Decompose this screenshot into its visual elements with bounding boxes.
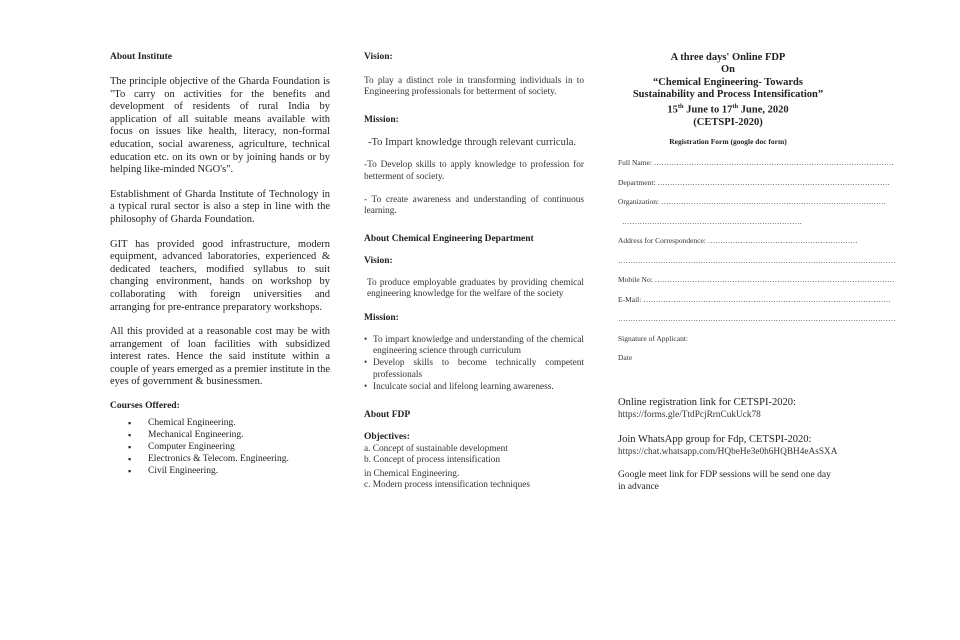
registration-column bbox=[618, 52, 896, 505]
field-organization: Organization: ……………………………………………………………………………… bbox=[618, 197, 886, 207]
course-item: ▪ Computer Engineering bbox=[128, 441, 330, 453]
title-code: (CETSPI-2020) bbox=[693, 116, 763, 128]
objective-item: c. Modern process intensification techniques bbox=[364, 480, 531, 491]
title-line-2: On bbox=[720, 64, 735, 76]
field-address-cont: ………………………………………………………………………………………………… bbox=[618, 255, 896, 265]
field-department: Department: ………………………………………………………………………………… bbox=[618, 177, 890, 187]
about-paragraph-3: GIT has provided good infrastructure, modern equipment, advanced laboratories, experienced & dedicated teachers, modified syllabus to suit changing environment, hands on workshop by collaborating with foreign universities and arranging for pre-entrance preparatory workshops. bbox=[110, 238, 330, 313]
vision-mission-column bbox=[364, 52, 584, 492]
whatsapp-group bbox=[618, 434, 838, 459]
objectives-heading: Objectives: bbox=[364, 431, 410, 442]
whatsapp-label: Join WhatsApp group for Fdp, CETSPI-2020: bbox=[618, 433, 812, 445]
online-registration bbox=[618, 397, 838, 422]
objective-item: in Chemical Engineering. bbox=[364, 468, 460, 479]
about-institute-heading: About Institute bbox=[110, 52, 173, 62]
field-signature: Signature of Applicant: bbox=[618, 333, 688, 343]
date-end-suffix: th bbox=[732, 103, 739, 111]
mission-heading: Mission: bbox=[364, 114, 399, 125]
mission-item: -To Impart knowledge through relevant curricula. bbox=[368, 136, 577, 148]
date-end: June, 2020 bbox=[738, 104, 789, 116]
dept-mission-item: • To impart knowledge and understanding of the chemical engineering science through curriculum bbox=[364, 335, 584, 358]
about-paragraph-2: Establishment of Gharda Institute of Technology in a typical rural sector is also a step in line with the philosophy of Gharda Foundation. bbox=[110, 188, 330, 225]
courses-list bbox=[110, 417, 330, 477]
course-item: ▪ Mechanical Engineering. bbox=[128, 429, 330, 441]
field-mobile: Mobile No: …………………………………………………………………………………… bbox=[618, 275, 895, 285]
dept-mission-heading: Mission: bbox=[364, 312, 399, 323]
meet-note: Google meet link for FDP sessions will be send one day in advance bbox=[618, 470, 831, 492]
registration-heading: Registration Form (google doc form) bbox=[669, 137, 787, 147]
mission-item: -To Develop skills to apply knowledge to profession for betterment of society. bbox=[364, 160, 584, 182]
whatsapp-link[interactable]: https://chat.whatsapp.com/HQbeHe3e0h6HQBH4eAsSXA bbox=[618, 447, 838, 457]
objective-item: a. Concept of sustainable development bbox=[364, 443, 508, 454]
mission-item: - To create awareness and understanding of continuous learning. bbox=[364, 195, 584, 217]
fdp-heading: About FDP bbox=[364, 409, 411, 420]
field-date: Date bbox=[618, 353, 633, 363]
course-item: ▪ Chemical Engineering. bbox=[128, 417, 330, 429]
field-address: Address for Correspondence: …………………………………………………… bbox=[618, 236, 858, 246]
dept-vision-heading: Vision: bbox=[364, 255, 393, 266]
field-full-name: Full Name: …………………………………………………………………………………… bbox=[618, 158, 894, 168]
course-item: ▪ Electronics & Telecom. Engineering. bbox=[128, 453, 330, 465]
title-dates bbox=[618, 101, 838, 117]
date-start-day: 15 bbox=[667, 104, 678, 116]
title-line-4: Sustainability and Process Intensification” bbox=[632, 88, 824, 100]
online-registration-link[interactable]: https://forms.gle/TtdPcjRrnCukUck78 bbox=[618, 410, 761, 421]
vision-heading: Vision: bbox=[364, 52, 393, 62]
date-start-suffix: th bbox=[677, 103, 684, 111]
field-email: E-Mail: ……………………………………………………………………………………… bbox=[618, 294, 891, 304]
about-paragraph-1: The principle objective of the Gharda Foundation is "To carry on activities for the benefits and development of residents of rural India by application of all suitable means available with focus on issues like health, literacy, non-formal education, social awareness, agriculture, technical education etc. on its own or by joining hands or by helping like-minded NGO's". bbox=[110, 76, 330, 176]
field-organization-cont: ……………………………………………………………… bbox=[622, 216, 802, 226]
dept-mission-list bbox=[364, 335, 584, 394]
about-institute-column bbox=[110, 52, 330, 477]
objective-item: b. Concept of process intensification bbox=[364, 455, 501, 466]
date-mid: June to 17 bbox=[683, 104, 733, 116]
course-item: ▪ Civil Engineering. bbox=[128, 465, 330, 477]
online-registration-label: Online registration link for CETSPI-2020: bbox=[618, 396, 796, 408]
vision-text: To play a distinct role in transforming individuals in to Engineering professionals for betterment of society. bbox=[364, 76, 584, 98]
title-line-1: A three days' Online FDP bbox=[670, 52, 786, 63]
about-paragraph-4: All this provided at a reasonable cost may be with arrangement of loan facilities with subsidized interest rates. Hence the said institute within a couple of years emerged as a premier institute in the eyes of government & businessmen. bbox=[110, 326, 330, 388]
courses-heading: Courses Offered: bbox=[110, 401, 180, 412]
title-line-3: “Chemical Engineering- Towards bbox=[653, 76, 803, 88]
field-email-cont: ………………………………………………………………………………………………… bbox=[618, 314, 896, 324]
fdp-title bbox=[618, 52, 838, 129]
dept-mission-item: • Develop skills to become technically competent professionals bbox=[364, 358, 584, 381]
dept-mission-item: • Inculcate social and lifelong learning awareness. bbox=[364, 382, 584, 393]
dept-heading: About Chemical Engineering Department bbox=[364, 233, 534, 244]
dept-vision-text: To produce employable graduates by providing chemical engineering knowledge for the welfare of the society bbox=[367, 277, 584, 300]
